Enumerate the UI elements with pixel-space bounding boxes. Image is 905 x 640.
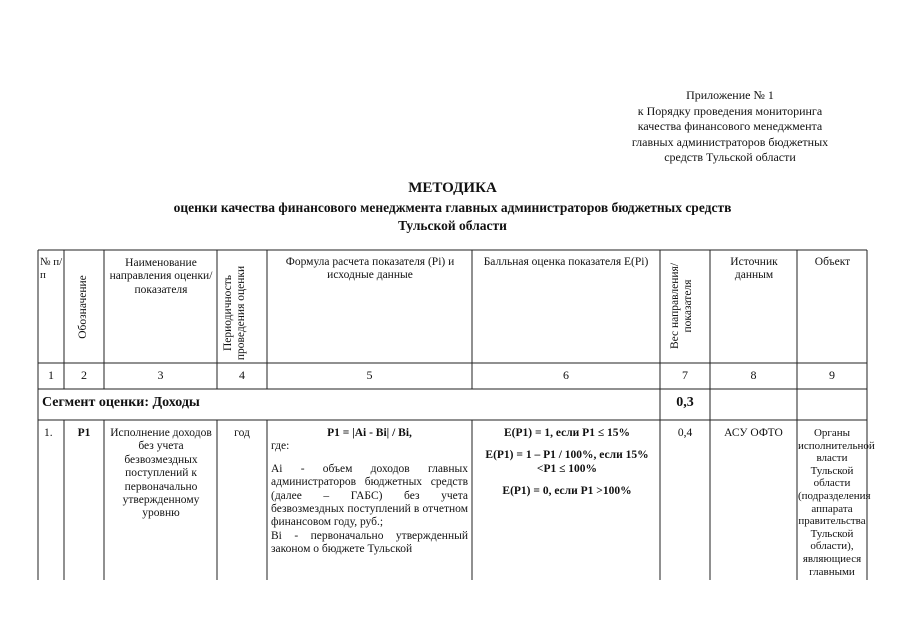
formula-where: где: bbox=[271, 440, 290, 453]
document-title: МЕТОДИКА bbox=[408, 180, 497, 196]
header-name: Наименование направления оценки/показателя bbox=[109, 257, 213, 296]
column-number: 9 bbox=[829, 368, 835, 382]
segment-weight: 0,3 bbox=[676, 395, 694, 410]
header-designation: Обозначение bbox=[77, 275, 89, 339]
header-period: Периодичность проведения оценки bbox=[222, 265, 247, 361]
column-number: 2 bbox=[81, 368, 87, 382]
formula-expression: Р1 = |Аi - Вi| / Вi, bbox=[327, 427, 412, 439]
column-number: 1 bbox=[48, 368, 54, 382]
document-subtitle: оценки качества финансового менеджмента главных администраторов бюджетных средств bbox=[173, 200, 732, 215]
column-number: 7 bbox=[682, 368, 688, 382]
appendix-block bbox=[600, 88, 860, 166]
header-source: Источник данным bbox=[730, 256, 778, 282]
score-condition-2: Е(Р1) = 1 – Р1 / 100%, если 15% <Р1 ≤ 100% bbox=[485, 449, 649, 475]
row-indicator-name: Исполнение доходов без учета безвозмездных поступлений к первоначально утвержденному уровню bbox=[110, 427, 212, 520]
appendix-line: главных администраторов бюджетных bbox=[631, 134, 829, 149]
score-condition-1: Е(Р1) = 1, если Р1 ≤ 15% bbox=[503, 427, 631, 439]
row-source: АСУ ОФТО bbox=[724, 427, 783, 439]
appendix-line: средств Тульской области bbox=[664, 150, 796, 164]
formula-variable-a: Аi - объем доходов главных администраторов бюджетных средств (далее – ГАБС) без учета безвозмездных поступлений в отчетном финансовом году, руб.; bbox=[271, 462, 468, 529]
header-score: Балльная оценка показателя Е(Рi) bbox=[483, 256, 649, 268]
formula-variable-b: Вi - первоначально утвержденный законом о бюджете Тульской bbox=[271, 529, 468, 556]
row-formula bbox=[271, 427, 468, 557]
row-score bbox=[478, 427, 656, 499]
column-number: 3 bbox=[157, 368, 164, 382]
header-object: Объект bbox=[814, 256, 851, 268]
document-subtitle-region: Тульской области bbox=[398, 218, 507, 233]
column-number: 4 bbox=[239, 368, 245, 382]
row-object: Органы исполнительной власти Тульской области (подразделения аппарата правительства Тульской области), являющиеся главными bbox=[798, 427, 875, 578]
row-weight: 0,4 bbox=[677, 427, 693, 439]
segment-label: Сегмент оценки: Доходы bbox=[42, 395, 200, 410]
column-number: 8 bbox=[750, 368, 757, 382]
row-number: 1. bbox=[44, 427, 53, 439]
column-number: 5 bbox=[366, 368, 373, 382]
row-period: год bbox=[234, 427, 250, 439]
appendix-line: Приложение № 1 bbox=[686, 88, 774, 102]
row-designation: Р1 bbox=[77, 427, 91, 439]
header-num: № п/п bbox=[40, 256, 63, 281]
column-number: 6 bbox=[563, 368, 569, 382]
appendix-line: к Порядку проведения мониторинга bbox=[637, 103, 823, 118]
score-condition-3: Е(Р1) = 0, если Р1 >100% bbox=[502, 485, 632, 498]
header-formula: Формула расчета показателя (Рi) и исходные данные bbox=[285, 256, 455, 282]
header-weight: Вес направления/ показателя bbox=[669, 262, 694, 350]
appendix-line: качества финансового менеджмента bbox=[637, 119, 823, 133]
